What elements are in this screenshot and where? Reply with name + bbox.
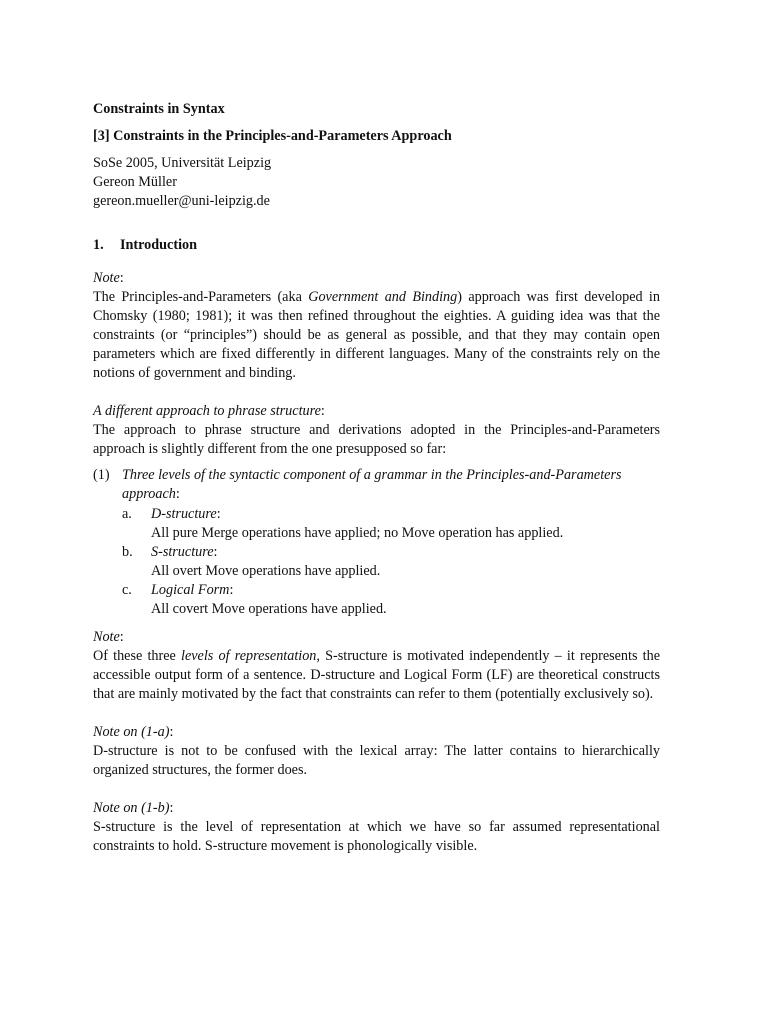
lecture-title: [3] Constraints in the Principles-and-Parameters Approach [93,128,452,144]
phrase-label-line [93,402,660,421]
item-a-term-line [151,505,660,524]
phrase-structure-block [93,402,660,459]
note-1-text-em: Government and Binding [308,289,458,305]
note-3-label-line [93,723,660,742]
item-b-letter: b. [122,544,133,560]
item-a-letter: a. [122,506,132,522]
item-a-desc: All pure Merge operations have applied; no Move operation has applied. [151,525,564,541]
note-2-label-line [93,628,660,647]
item-b-desc: All overt Move operations have applied. [151,563,381,579]
note-4 [93,799,660,856]
phrase-text: The approach to phrase structure and derivations adopted in the Principles-and-Parameters approach is slightly different from the one presupposed so far: [93,422,660,457]
note-1-text-b: ) approach was first developed in Chomsky (1980; 1981); it was then refined throughout the eighties. A guiding idea was that the constraints (or “principles”) should be as general as possible, and that they may contain open parameters which are fixed differently in different languages. Many of the constraints rely on the notions of government and binding. [93,289,660,381]
example-1-heading-line [122,466,660,504]
item-b-term: S-structure [151,544,214,560]
note-4-colon: : [169,800,174,816]
note-2-colon: : [119,629,124,645]
note-2-label: Note [93,629,120,645]
author-block [93,154,660,211]
item-a-term: D-structure [151,506,217,522]
example-1-number: (1) [93,467,110,483]
note-1-label-line [93,269,660,288]
section-title: Introduction [120,237,197,253]
note-3-text: D-structure is not to be confused with the lexical array: The latter contains to hierarchically organized structures, the former does. [93,743,660,778]
note-1-colon: : [119,270,124,286]
note-2 [93,628,660,704]
note-1-label: Note [93,270,120,286]
section-number: 1. [93,237,104,253]
item-b-colon: : [213,544,218,560]
note-2-text-em: levels of representation [181,648,317,664]
item-b-term-line [151,543,660,562]
note-1-text-a: The Principles-and-Parameters (aka [93,289,309,305]
note-4-label-line [93,799,660,818]
note-2-text-b: , S-structure is motivated independently – it represents the accessible output form of a sentence. D-structure and Logical Form (LF) are theoretical constructs that are mainly motivated by the fact that constraints can refer to them (potentially exclusively so). [93,648,661,702]
note-2-text-a: Of these three [93,648,182,664]
note-1-text [93,288,660,383]
course-title: Constraints in Syntax [93,101,225,117]
item-c-letter: c. [122,582,132,598]
author-name: Gereon Müller [93,174,177,190]
note-4-label: Note on (1-b) [93,800,170,816]
example-1-item-a [122,505,660,543]
item-a-colon: : [216,506,221,522]
note-2-text [93,647,660,704]
example-1-item-c [122,581,660,619]
example-1 [93,466,660,619]
item-c-term: Logical Form [151,582,230,598]
document-body [93,100,660,856]
phrase-colon: : [320,403,325,419]
item-c-desc: All covert Move operations have applied. [151,601,387,617]
term: SoSe 2005, Universität Leipzig [93,155,272,171]
author-email[interactable]: gereon.mueller@uni-leipzig.de [93,193,270,209]
example-1-heading-colon: : [175,486,180,502]
item-c-term-line [151,581,660,600]
phrase-label: A different approach to phrase structure [93,403,321,419]
note-4-text: S-structure is the level of representation at which we have so far assumed representational constraints to hold. S-structure movement is phonologically visible. [93,819,660,854]
example-1-items [122,505,660,619]
note-3-label: Note on (1-a) [93,724,170,740]
note-3-colon: : [169,724,174,740]
example-1-heading: Three levels of the syntactic component of a grammar in the Principles-and-Parameters approach [122,467,622,502]
example-1-item-b [122,543,660,581]
section-heading [93,236,660,255]
item-c-colon: : [229,582,234,598]
note-3 [93,723,660,780]
note-1 [93,269,660,383]
